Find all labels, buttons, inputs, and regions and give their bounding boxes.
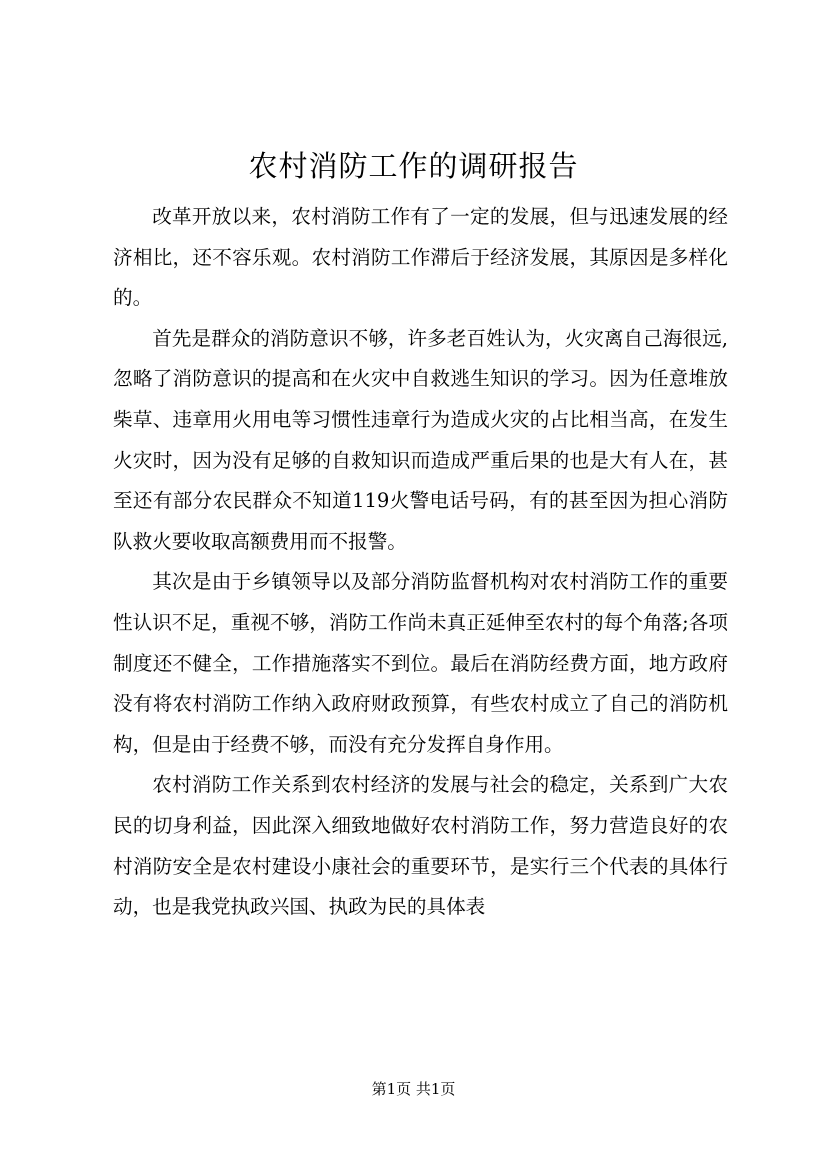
- document-title: 农村消防工作的调研报告: [248, 149, 579, 183]
- page-number-footer: 第1页 共1页: [371, 1080, 456, 1098]
- paragraph-4: 农村消防工作关系到农村经济的发展与社会的稳定，关系到广大农民的切身利益，因此深入细致地做好农村消防工作，努力营造良好的农村消防安全是农村建设小康社会的重要环节，是实行三个代表的具体行动，也是我党执政兴国、执政为民的具体表: [113, 773, 728, 919]
- paragraph-3: 其次是由于乡镇领导以及部分消防监督机构对农村消防工作的重要性认识不足，重视不够，消防工作尚未真正延伸至农村的每个角落;各项制度还不健全，工作措施落实不到位。最后在消防经费方面，地方政府没有将农村消防工作纳入政府财政预算，有些农村成立了自己的消防机构，但是由于经费不够，而没有充分发挥自身作用。: [113, 570, 728, 756]
- paragraph-1: 改革开放以来，农村消防工作有了一定的发展，但与迅速发展的经济相比，还不容乐观。农村消防工作滞后于经济发展，其原因是多样化的。: [113, 205, 728, 310]
- document-body: [113, 197, 728, 928]
- paragraph-2: 首先是群众的消防意识不够，许多老百姓认为，火灾离自己海很远,忽略了消防意识的提高和在火灾中自救逃生知识的学习。因为任意堆放柴草、违章用火用电等习惯性违章行为造成火灾的占比相当高，在发生火灾时，因为没有足够的自救知识而造成严重后果的也是大有人在，甚至还有部分农民群众不知道119火警电话号码，有的甚至因为担心消防队救火要收取高额费用而不报警。: [113, 326, 728, 553]
